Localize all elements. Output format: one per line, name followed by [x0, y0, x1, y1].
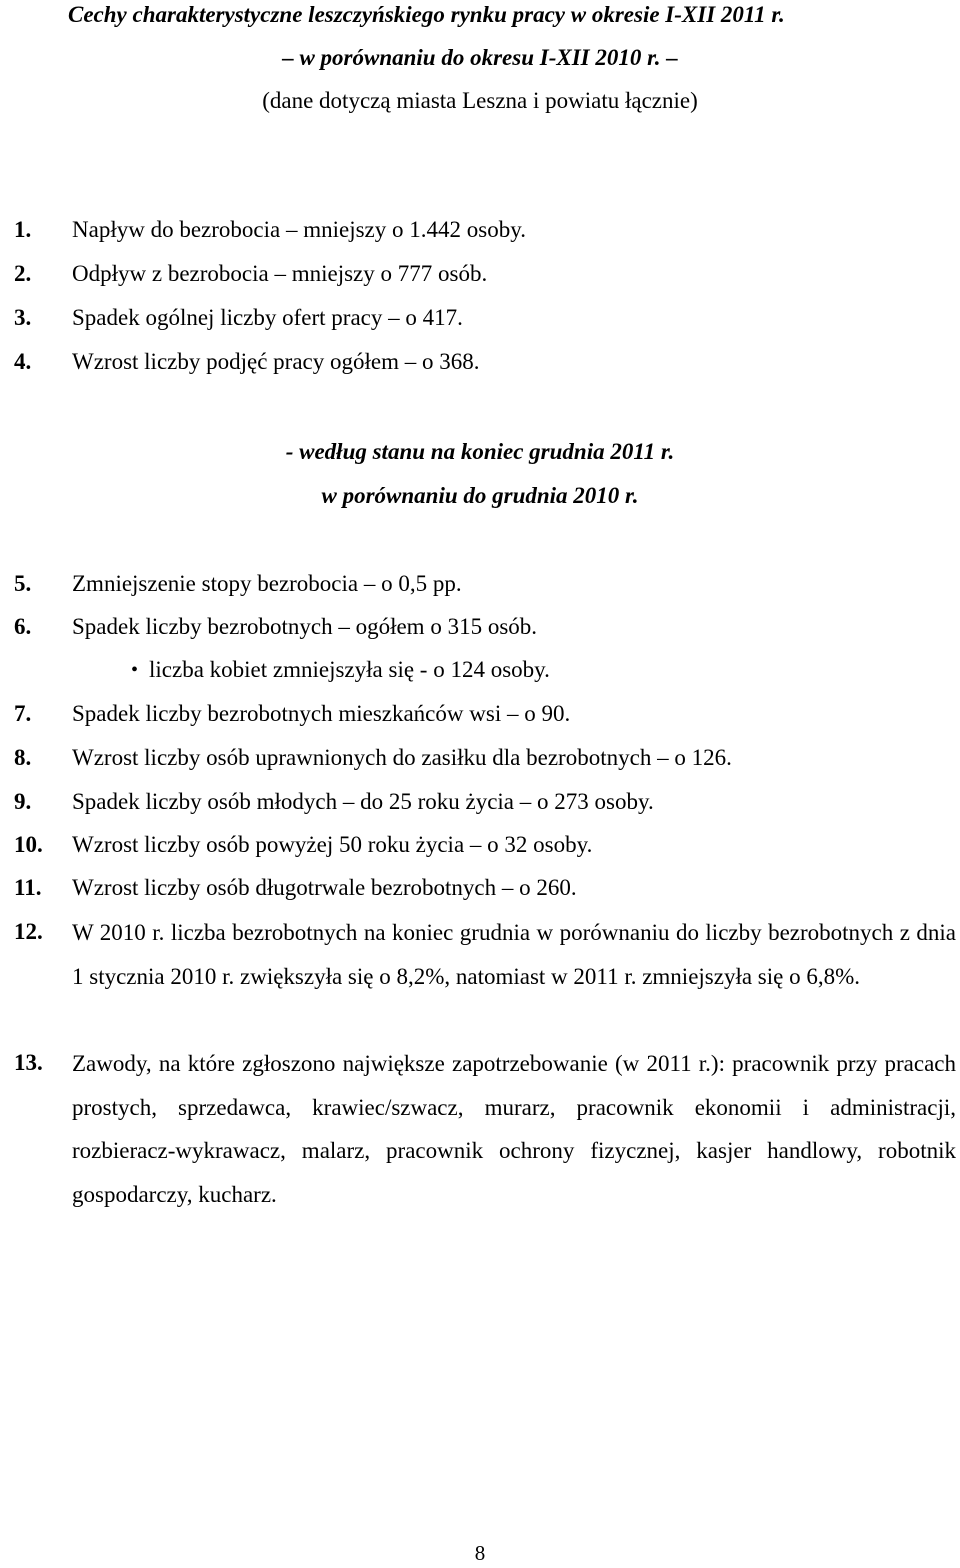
- section-heading: - według stanu na koniec grudnia 2011 r.: [285, 439, 675, 464]
- list-item-number: 10.: [14, 832, 43, 857]
- list-item-text: Spadek liczby bezrobotnych mieszkańców wsi – o 90.: [72, 701, 571, 726]
- list-item-text: Spadek liczby osób młodych – do 25 roku życia – o 273 osoby.: [72, 789, 654, 814]
- list-item-text: Wzrost liczby osób długotrwale bezrobotnych – o 260.: [72, 875, 577, 900]
- document-scope-note: (dane dotyczą miasta Leszna i powiatu łącznie): [262, 88, 698, 113]
- list-item-text: Wzrost liczby podjęć pracy ogółem – o 368.: [72, 349, 480, 374]
- list-item-text: Spadek ogólnej liczby ofert pracy – o 417.: [72, 305, 463, 330]
- list-item-number: 3.: [14, 305, 32, 330]
- list-item-number: 11.: [14, 875, 42, 900]
- list-item-text: Napływ do bezrobocia – mniejszy o 1.442 osoby.: [72, 217, 526, 242]
- list-item-number: 8.: [14, 745, 32, 770]
- list-item-number: 4.: [14, 349, 32, 374]
- list-item-text: Wzrost liczby osób uprawnionych do zasiłku dla bezrobotnych – o 126.: [72, 745, 732, 770]
- list-item-paragraph: W 2010 r. liczba bezrobotnych na koniec grudnia w porównaniu do liczby bezrobotnych z dnia 1 stycznia 2010 r. zwiększyła się o 8,2%, natomiast w 2011 r. zmniejszyła się o 6,8%.: [72, 920, 956, 989]
- list-item-paragraph: Zawody, na które zgłoszono największe zapotrzebowanie (w 2011 r.): pracownik przy pracach prostych, sprzedawca, krawiec/szwacz, murarz, pracownik ekonomii i administracji, rozbieracz-wykrawacz, malarz, pracownik ochrony fizycznej, kasjer handlowy, robotnik gospodarczy, kucharz.: [72, 1051, 956, 1207]
- bullet-text: liczba kobiet zmniejszyła się - o 124 osoby.: [149, 657, 550, 682]
- list-item-text: Zmniejszenie stopy bezrobocia – o 0,5 pp.: [72, 571, 462, 596]
- page-number: 8: [474, 1541, 486, 1565]
- list-item-text: Spadek liczby bezrobotnych – ogółem o 315 osób.: [72, 614, 538, 639]
- list-item-number: 12.: [14, 919, 43, 944]
- list-item-number: 5.: [14, 571, 32, 596]
- document-title: Cechy charakterystyczne leszczyńskiego rynku pracy w okresie I-XII 2011 r.: [68, 2, 785, 27]
- list-item-text: Odpływ z bezrobocia – mniejszy o 777 osób.: [72, 261, 488, 286]
- bullet-icon: •: [131, 659, 139, 681]
- list-item-number: 13.: [14, 1050, 43, 1075]
- section-heading-continued: w porównaniu do grudnia 2010 r.: [321, 483, 639, 508]
- list-item-number: 7.: [14, 701, 32, 726]
- list-item-number: 1.: [14, 217, 32, 242]
- list-item-number: 9.: [14, 789, 32, 814]
- list-item-number: 2.: [14, 261, 32, 286]
- list-item-number: 6.: [14, 614, 32, 639]
- list-item-text: Wzrost liczby osób powyżej 50 roku życia – o 32 osoby.: [72, 832, 593, 857]
- document-subtitle: – w porównaniu do okresu I-XII 2010 r. –: [282, 45, 678, 70]
